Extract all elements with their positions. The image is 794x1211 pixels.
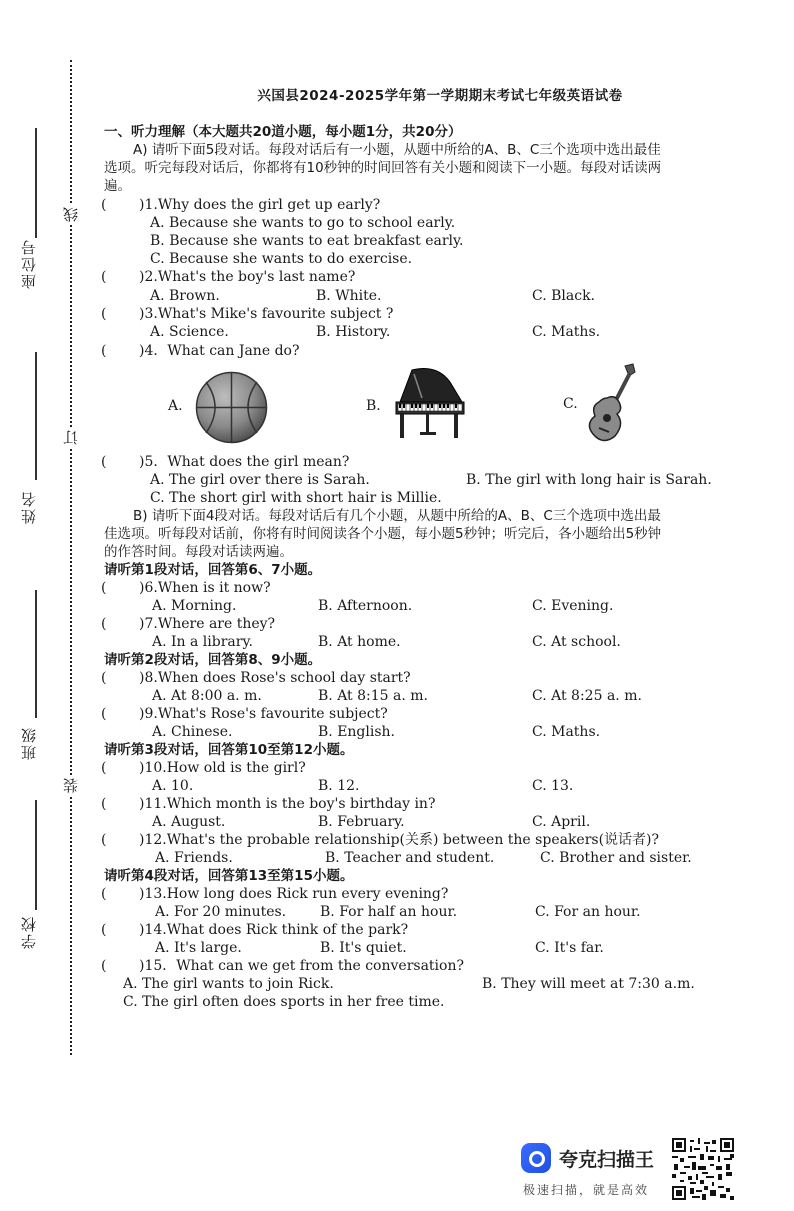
q14-option-c: C. It's far. bbox=[535, 940, 604, 956]
answer-blank[interactable]: ( bbox=[101, 454, 107, 470]
answer-blank[interactable]: ( bbox=[101, 922, 107, 938]
q10-option-a: A. 10. bbox=[152, 778, 194, 794]
name-label: 姓名 bbox=[20, 490, 38, 524]
q14-option-b: B. It's quiet. bbox=[320, 940, 407, 956]
q9-option-b: B. English. bbox=[318, 724, 395, 740]
question-2: ( )2.What's the boy's last name? bbox=[101, 269, 356, 285]
question-10: ( )10.How old is the girl? bbox=[101, 760, 306, 776]
school-line bbox=[35, 800, 37, 910]
seat-line bbox=[35, 128, 37, 238]
q9-option-c: C. Maths. bbox=[532, 724, 601, 740]
seat-number-label: 座位号 bbox=[20, 238, 38, 289]
answer-blank[interactable]: ( bbox=[101, 796, 107, 812]
q3-option-c: C. Maths. bbox=[532, 324, 601, 340]
guitar-icon bbox=[585, 362, 640, 442]
q4-option-b: B. bbox=[366, 398, 381, 414]
question-11: ( )11.Which month is the boy's birthday in? bbox=[101, 796, 436, 812]
question-1: ( )1.Why does the girl get up early? bbox=[101, 197, 381, 213]
q10-option-c: C. 13. bbox=[532, 778, 574, 794]
q15-option-c: C. The girl often does sports in her free time. bbox=[123, 994, 445, 1010]
q1-option-b: B. Because she wants to eat breakfast early. bbox=[150, 233, 464, 249]
q11-option-b: B. February. bbox=[318, 814, 405, 830]
q1-option-a: A. Because she wants to go to school early. bbox=[150, 215, 456, 231]
q1-option-c: C. Because she wants to do exercise. bbox=[150, 251, 413, 267]
q13-option-c: C. For an hour. bbox=[535, 904, 641, 920]
answer-blank[interactable]: ( bbox=[101, 343, 107, 359]
part-a-instruction-1: A) 请听下面5段对话。每段对话后有一小题，从题中所给的A、B、C三个选项中选出最佳 bbox=[133, 142, 661, 158]
answer-blank[interactable]: ( bbox=[101, 706, 107, 722]
class-label: 班级 bbox=[20, 726, 38, 760]
answer-blank[interactable]: ( bbox=[101, 670, 107, 686]
answer-blank[interactable]: ( bbox=[101, 760, 107, 776]
section-heading: 一、听力理解（本大题共20道小题，每小题1分，共20分） bbox=[104, 124, 462, 140]
question-8: ( )8.When does Rose's school day start? bbox=[101, 670, 411, 686]
q4-option-a: A. bbox=[168, 398, 183, 414]
q11-option-a: A. August. bbox=[152, 814, 226, 830]
name-line bbox=[35, 352, 37, 480]
question-6: ( )6.When is it now? bbox=[101, 580, 271, 596]
q12-option-b: B. Teacher and student. bbox=[325, 850, 495, 866]
q6-option-c: C. Evening. bbox=[532, 598, 614, 614]
q7-option-a: A. In a library. bbox=[152, 634, 253, 650]
page-title: 兴国县2024-2025学年第一学期期末考试七年级英语试卷 bbox=[257, 88, 623, 104]
question-15: ( )15．What can we get from the conversation? bbox=[101, 958, 464, 974]
question-3: ( )3.What's Mike's favourite subject ? bbox=[101, 306, 394, 322]
q7-option-b: B. At home. bbox=[318, 634, 401, 650]
q12-option-c: C. Brother and sister. bbox=[540, 850, 692, 866]
answer-blank[interactable]: ( bbox=[101, 886, 107, 902]
q6-option-b: B. Afternoon. bbox=[318, 598, 413, 614]
bind-char-zhuang: 装 bbox=[62, 778, 80, 793]
dialog-2-header: 请听第2段对话，回答第8、9小题。 bbox=[104, 652, 322, 668]
brand-name: 夸克扫描王 bbox=[559, 1149, 655, 1171]
part-b-instruction-3: 的作答时间。每段对话读两遍。 bbox=[104, 544, 293, 560]
q7-option-c: C. At school. bbox=[532, 634, 621, 650]
question-9: ( )9.What's Rose's favourite subject? bbox=[101, 706, 388, 722]
part-a-instruction-3: 遍。 bbox=[104, 178, 131, 194]
answer-blank[interactable]: ( bbox=[101, 269, 107, 285]
brand-slogan: 极速扫描，就是高效 bbox=[523, 1183, 650, 1197]
q8-option-a: A. At 8:00 a. m. bbox=[152, 688, 262, 704]
q6-option-a: A. Morning. bbox=[152, 598, 237, 614]
answer-blank[interactable]: ( bbox=[101, 580, 107, 596]
school-label: 学校 bbox=[20, 915, 38, 949]
answer-blank[interactable]: ( bbox=[101, 306, 107, 322]
qr-code-icon bbox=[672, 1138, 734, 1200]
question-14: ( )14.What does Rick think of the park? bbox=[101, 922, 409, 938]
q13-option-b: B. For half an hour. bbox=[320, 904, 458, 920]
q2-option-a: A. Brown. bbox=[150, 288, 220, 304]
class-line bbox=[35, 590, 37, 718]
quark-logo-icon bbox=[521, 1143, 551, 1173]
q14-option-a: A. It's large. bbox=[155, 940, 242, 956]
q13-option-a: A. For 20 minutes. bbox=[155, 904, 287, 920]
q3-option-a: A. Science. bbox=[150, 324, 229, 340]
question-5: ( )5．What does the girl mean? bbox=[101, 454, 350, 470]
question-12: ( )12.What's the probable relationship(关系) between the speakers(说话者)? bbox=[101, 832, 660, 848]
question-4: ( )4．What can Jane do? bbox=[101, 343, 300, 359]
q8-option-b: B. At 8:15 a. m. bbox=[318, 688, 428, 704]
q3-option-b: B. History. bbox=[316, 324, 391, 340]
q12-option-a: A. Friends. bbox=[155, 850, 233, 866]
dialog-3-header: 请听第3段对话，回答第10至第12小题。 bbox=[104, 742, 354, 758]
q2-option-b: B. White. bbox=[316, 288, 382, 304]
dialog-1-header: 请听第1段对话，回答第6、7小题。 bbox=[104, 562, 322, 578]
dialog-4-header: 请听第4段对话，回答第13至第15小题。 bbox=[104, 868, 354, 884]
q9-option-a: A. Chinese. bbox=[152, 724, 233, 740]
q15-option-a: A. The girl wants to join Rick. bbox=[123, 976, 334, 992]
bind-char-ding: 订 bbox=[62, 430, 80, 445]
q5-option-c: C. The short girl with short hair is Millie. bbox=[150, 490, 442, 506]
q5-option-b: B. The girl with long hair is Sarah. bbox=[466, 472, 712, 488]
part-b-instruction-2: 佳选项。听每段对话前，你将有时间阅读各个小题，每小题5秒钟；听完后，各小题给出5秒钟 bbox=[104, 526, 662, 542]
q15-option-b: B. They will meet at 7:30 a.m. bbox=[482, 976, 695, 992]
part-b-instruction-1: B) 请听下面4段对话。每段对话后有几个小题，从题中所给的A、B、C三个选项中选出最 bbox=[133, 508, 661, 524]
bind-char-xian: 线 bbox=[62, 207, 80, 222]
q8-option-c: C. At 8:25 a. m. bbox=[532, 688, 642, 704]
basketball-icon bbox=[194, 370, 269, 445]
q5-option-a: A. The girl over there is Sarah. bbox=[150, 472, 370, 488]
answer-blank[interactable]: ( bbox=[101, 197, 107, 213]
question-13: ( )13.How long does Rick run every evening? bbox=[101, 886, 449, 902]
question-7: ( )7.Where are they? bbox=[101, 616, 276, 632]
piano-icon bbox=[392, 362, 467, 442]
q11-option-c: C. April. bbox=[532, 814, 591, 830]
answer-blank[interactable]: ( bbox=[101, 616, 107, 632]
answer-blank[interactable]: ( bbox=[101, 958, 107, 974]
q4-option-c: C. bbox=[563, 396, 578, 412]
part-a-instruction-2: 选项。听完每段对话后，你都将有10秒钟的时间回答有关小题和阅读下一小题。每段对话读两 bbox=[104, 160, 662, 176]
q10-option-b: B. 12. bbox=[318, 778, 360, 794]
answer-blank[interactable]: ( bbox=[101, 832, 107, 848]
q2-option-c: C. Black. bbox=[532, 288, 595, 304]
